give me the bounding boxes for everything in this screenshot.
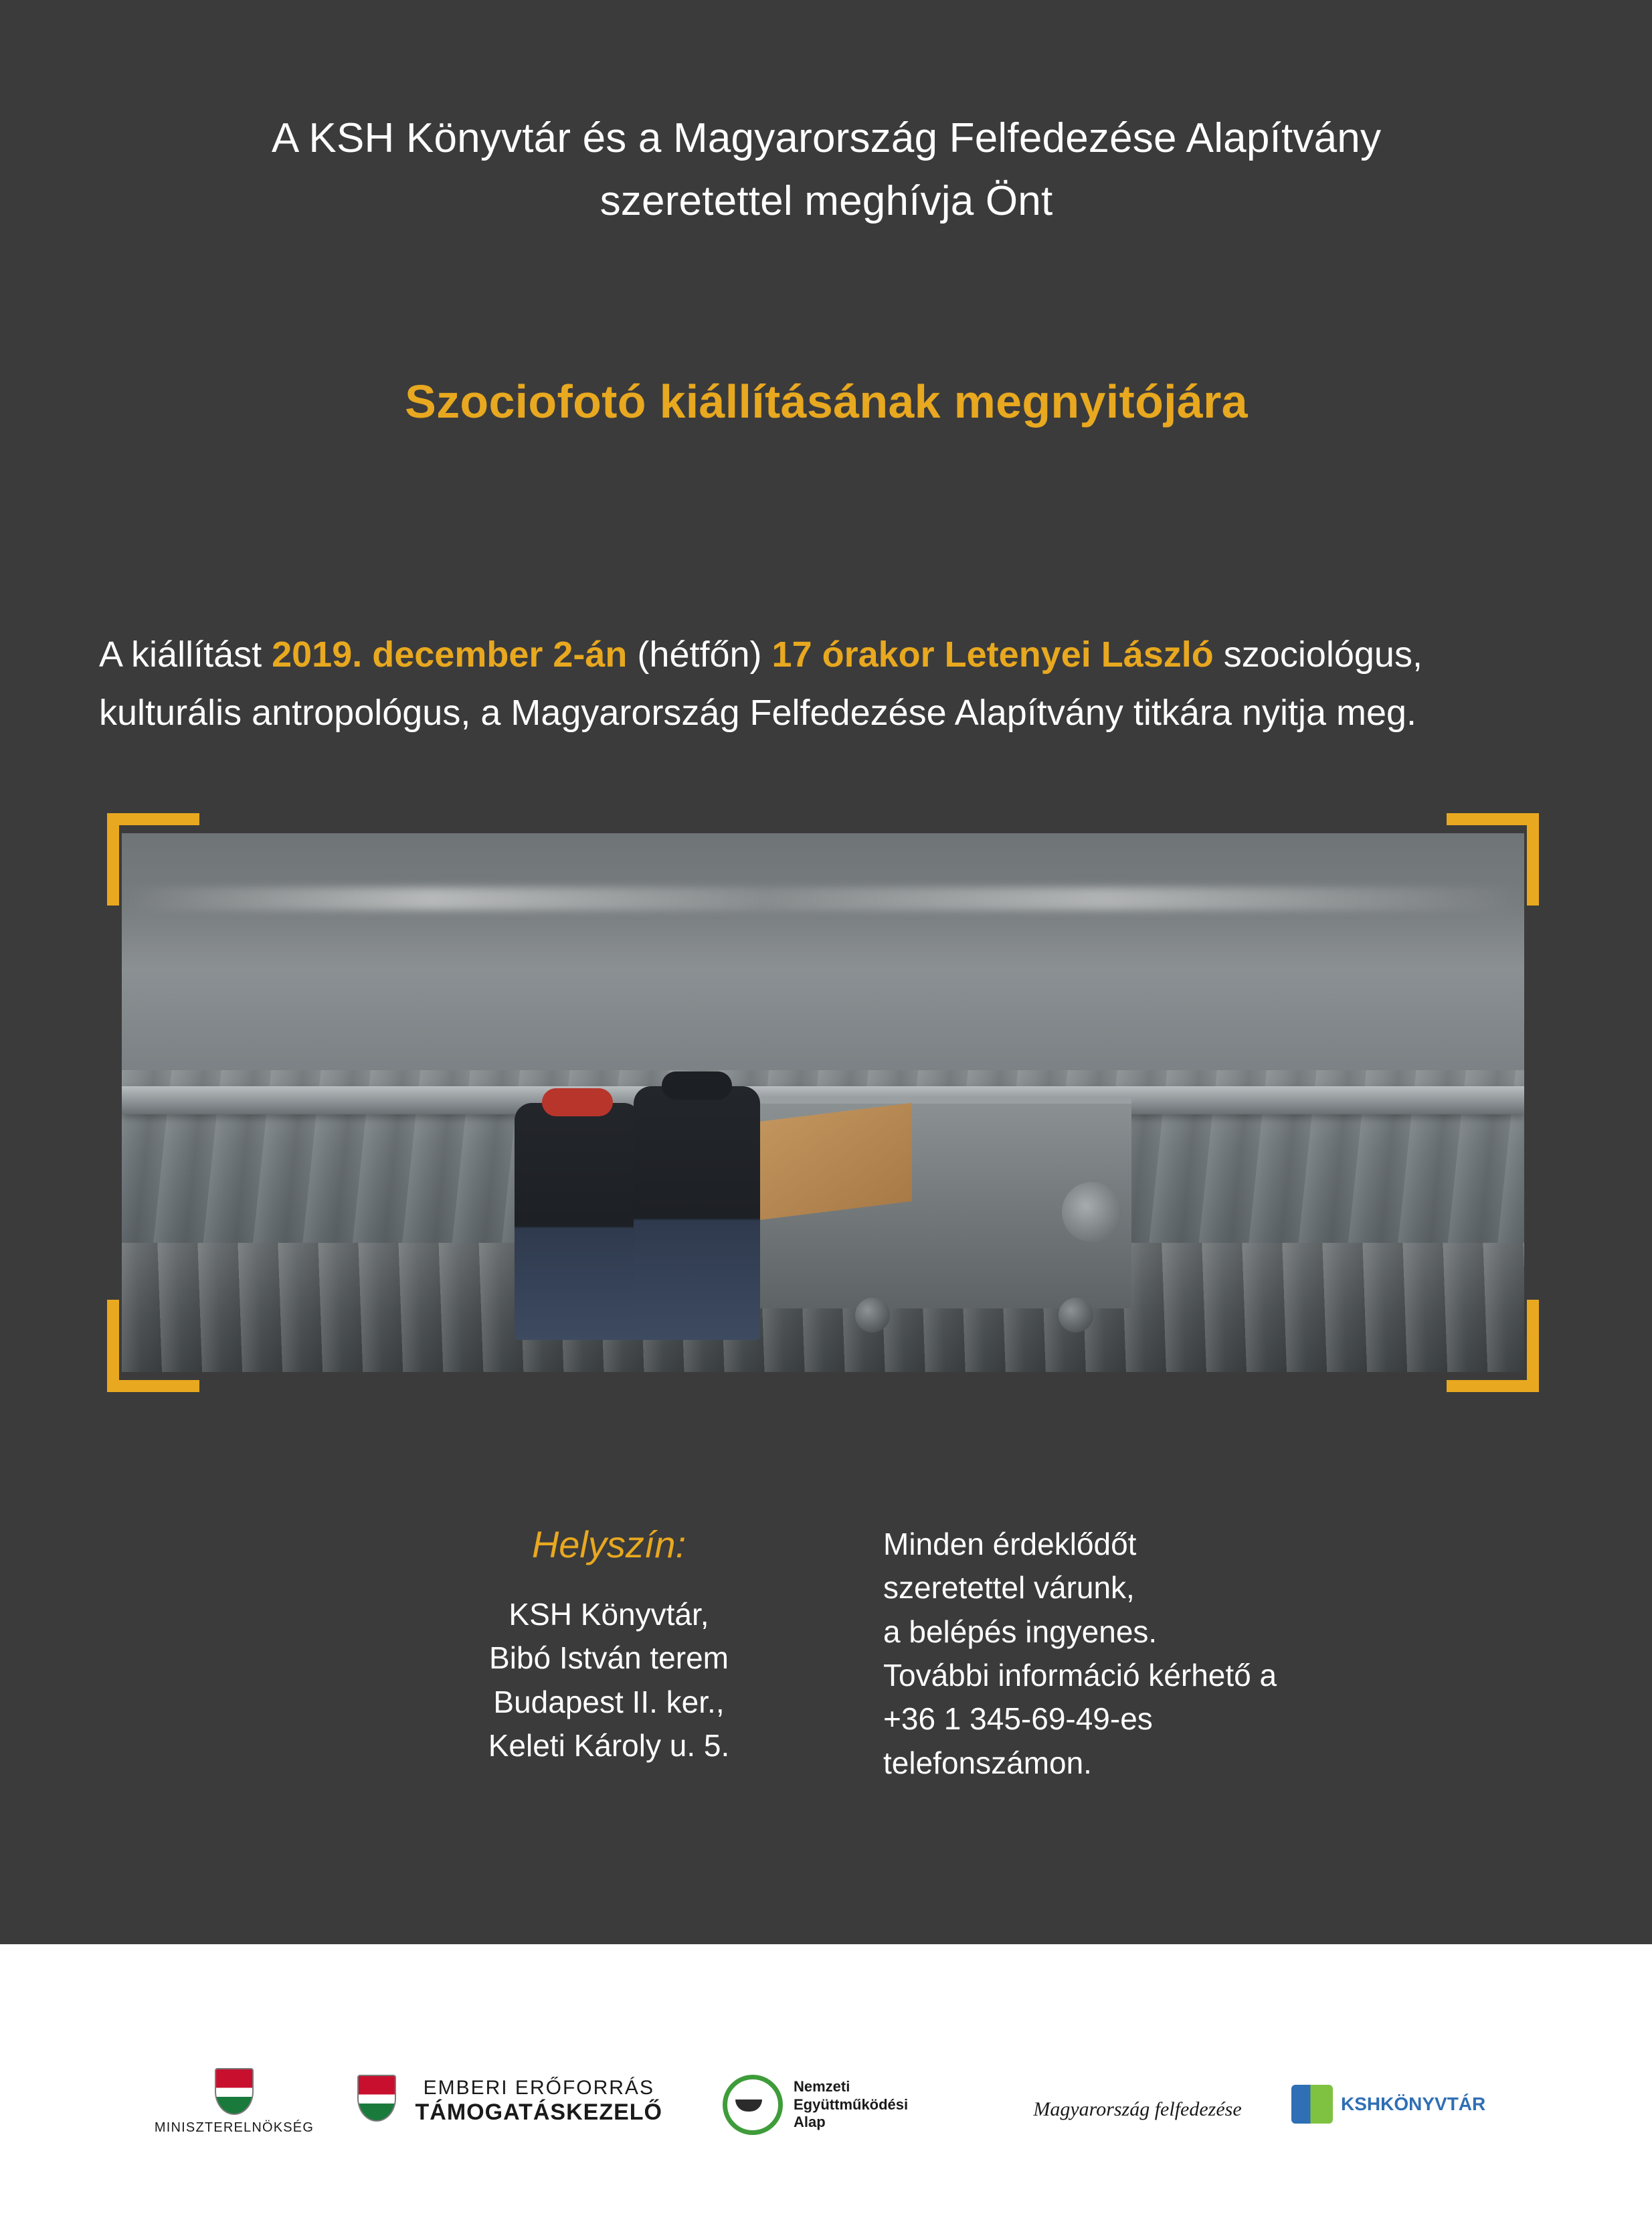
description-part-1: A kiállítást — [99, 634, 272, 675]
photo-person — [634, 1086, 760, 1339]
photo-person-hat — [662, 1071, 733, 1100]
logo-caption-top: EMBERI ERŐFORRÁS — [423, 2076, 654, 2099]
venue-line: Budapest II. ker., — [493, 1684, 725, 1719]
logo-line: Nemzeti — [794, 2078, 850, 2095]
invitation-heading — [94, 107, 1559, 233]
info-line: Minden érdeklődőt — [883, 1527, 1137, 1561]
corner-bracket-bottom-left-icon — [107, 1300, 199, 1392]
logo-emberi-eroforras-tamogataskezelo — [348, 2075, 662, 2127]
venue-line: Keleti Károly u. 5. — [488, 1727, 730, 1763]
footer-logos — [0, 2061, 1652, 2195]
hungarian-coat-of-arms-icon — [357, 2075, 396, 2122]
venue-line: Bibó István terem — [489, 1640, 729, 1676]
ksh-book-icon — [1291, 2085, 1333, 2124]
info-line: a belépés ingyenes. — [883, 1614, 1158, 1649]
logo-wordmark: Magyarország felfedezése — [1033, 2098, 1242, 2120]
info-line: szeretettel várunk, — [883, 1570, 1135, 1606]
corner-bracket-top-right-icon — [1447, 813, 1539, 906]
page-title: Szociofotó kiállításának megnyitójára — [405, 375, 1248, 428]
logo-caption-bottom: TÁMOGATÁSKEZELŐ — [415, 2099, 662, 2125]
logo-ksh-konyvtar — [1291, 2085, 1512, 2124]
photo-sky — [122, 833, 1524, 1081]
nea-circle-icon — [723, 2075, 783, 2135]
description-part-2: (hétfőn) — [627, 634, 772, 675]
logo-caption: MINISZTERELNÖKSÉG — [154, 2120, 314, 2135]
event-description — [99, 626, 1558, 743]
description-part-3: szociológus, kulturális antropológus, a Magyarország Felfedezése Alapítvány titkára nyitja meg. — [99, 634, 1422, 734]
corner-bracket-top-left-icon — [107, 813, 199, 906]
invitation-line-1: A KSH Könyvtár és a Magyarország Felfedezése Alapítvány — [271, 115, 1382, 161]
logo-nemzeti-egyuttmukodesi-alap — [723, 2075, 984, 2135]
venue-block — [428, 1523, 790, 1768]
venue-line: KSH Könyvtár, — [509, 1597, 709, 1632]
invitation-line-2: szeretettel meghívja Önt — [600, 178, 1053, 225]
photo-person — [515, 1103, 641, 1340]
photo-frame — [107, 813, 1539, 1392]
logo-line: Együttműködési — [794, 2095, 909, 2113]
venue-heading: Helyszín: — [531, 1523, 686, 1565]
corner-bracket-bottom-right-icon — [1447, 1300, 1539, 1392]
exhibition-photo — [122, 833, 1524, 1372]
logo-wordmark-a: KSH — [1341, 2093, 1381, 2114]
dumpster-wheel — [855, 1298, 890, 1333]
event-date: 2019. december 2-án — [272, 634, 628, 675]
logo-miniszterelnokseg — [134, 2068, 335, 2136]
info-block — [883, 1523, 1432, 1785]
hungarian-coat-of-arms-icon — [215, 2068, 254, 2115]
photo-person-hat — [542, 1088, 613, 1116]
logo-wordmark-b: KÖNYVTÁR — [1380, 2093, 1486, 2114]
dumpster-lid-disc — [1062, 1182, 1122, 1242]
logo-line: Alap — [794, 2114, 826, 2131]
info-line: További információ kérhető a — [883, 1657, 1277, 1693]
info-line-phone: +36 1 345-69-49-es — [883, 1701, 1153, 1737]
info-line: telefonszámon. — [883, 1745, 1092, 1780]
event-time-and-speaker: 17 órakor Letenyei László — [771, 634, 1214, 675]
logo-magyarorszag-felfedezese — [997, 2098, 1278, 2121]
